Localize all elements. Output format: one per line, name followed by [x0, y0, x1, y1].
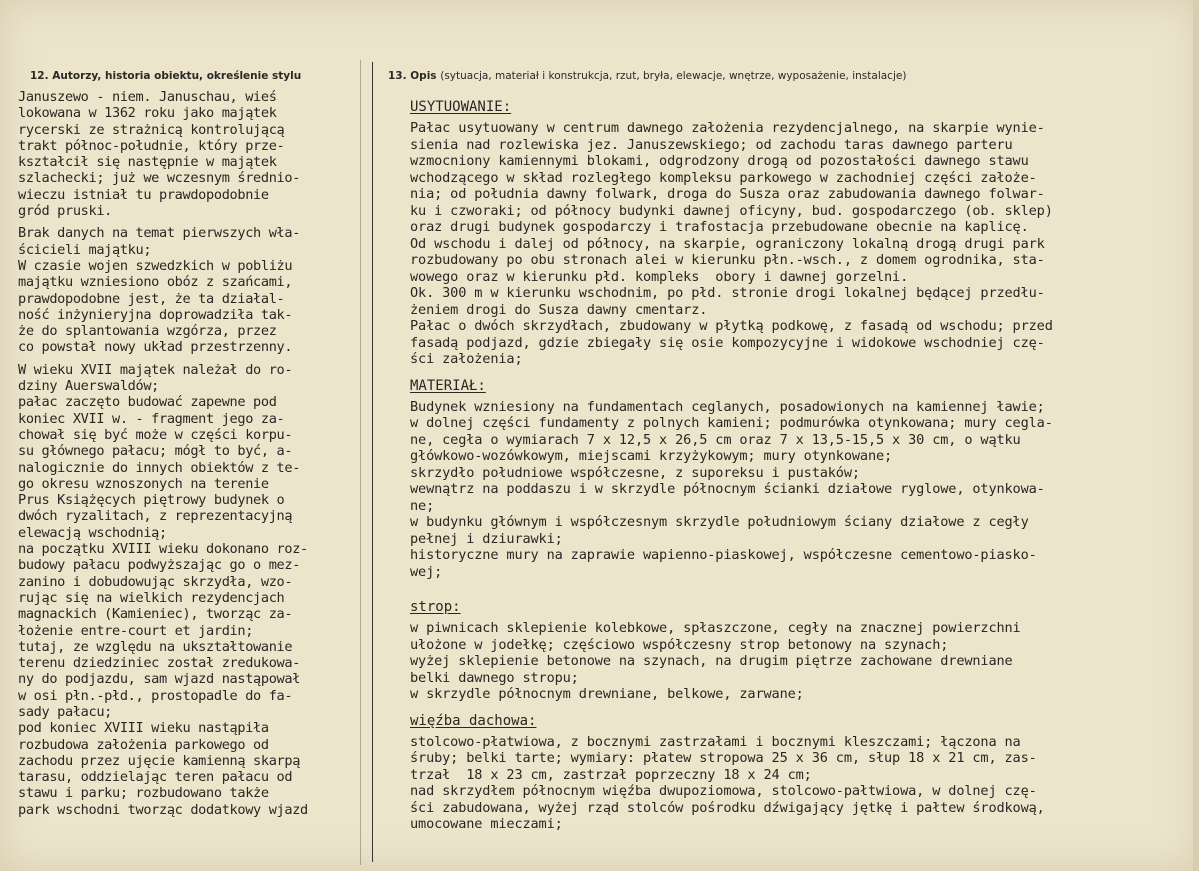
text-line: pałac zaczęto budować zapewne pod	[18, 394, 277, 411]
text-line: w piwnicach sklepienie kolebkowe, spłaszczone, cegły na znacznej powierzchni	[410, 620, 1021, 636]
text-line: historyczne mury na zaprawie wapienno-piaskowej, współczesne cementowo-piasko-	[410, 547, 1037, 563]
description-section	[410, 712, 1180, 833]
text-line: zachodu przez ujęcie kamienną skarpą	[18, 752, 301, 769]
text-line: w budynku głównym i współczesnym skrzydle południowym ściany działowe z cegły	[410, 514, 1029, 530]
text-line: Od wschodu i dalej od północy, na skarpie, ograniczony lokalną drogą drugi park	[410, 235, 1045, 252]
text-line: dwóch ryzalitach, z reprezentacyjną	[18, 508, 293, 525]
text-line: trzał 18 x 23 cm, zastrzał poprzeczny 18 x 24 cm;	[410, 766, 812, 783]
text-line: szlachecki; już we wczesnym średnio-	[18, 170, 301, 187]
text-line: stawu i parku; rozbudowano także	[18, 785, 269, 802]
text-line: ne;	[410, 497, 435, 514]
text-line: Budynek wzniesiony na fundamentach ceglanych, posadowionych na kamiennej ławie;	[410, 398, 1045, 415]
text-line: że do splantowania wzgórza, przez	[18, 323, 277, 340]
text-line: nad skrzydłem północnym więźba dwupoziomowa, stolcowo-pałtwiowa, w dolnej czę-	[410, 783, 1037, 799]
text-line: Pałac o dwóch skrzydłach, zbudowany w płytką podkowę, z fasadą od wschodu; przed	[410, 318, 1053, 334]
text-line: pod koniec XVIII wieku nastąpiła	[18, 720, 269, 737]
text-line: ku i czworaki; od północy budynki dawnej oficyny, bud. gospodarczego (ob. sklep)	[410, 202, 1053, 219]
text-line: Prus Książęcych piętrowy budynek o	[18, 492, 285, 509]
text-line: wyżej sklepienie betonowe na szynach, na drugim piętrze zachowane drewniane	[410, 653, 1013, 669]
text-line: ułożone w jodełkę; częściowo współczesny strop betonowy na szynach;	[410, 636, 949, 653]
description-column	[410, 98, 1180, 833]
text-line: oraz drugi budynek gospodarczy i trafostacja przebudowane obecnie na kaplicę.	[410, 219, 1029, 235]
text-line: ści zabudowana, wyżej rząd stolców pośrodku dźwigający jętkę i pałtew środkową,	[410, 799, 1045, 816]
text-line: majątku wzniesiono obóz z szańcami,	[18, 274, 293, 291]
section-title: MATERIAŁ:	[410, 377, 486, 394]
text-line: rozbudowa założenia parkowego od	[18, 736, 269, 753]
section-title: strop:	[410, 599, 461, 615]
text-line: skrzydło południowe współczesne, z suporeksu i pustaków;	[410, 464, 860, 481]
left-column-header	[30, 70, 301, 82]
text-line: belki dawnego stropu;	[410, 669, 579, 686]
text-line: główkowo-wozówkowym, miejscami krzyżykowym; mury otynkowane;	[410, 448, 893, 464]
text-line: nia; od południa dawny folwark, droga do Susza oraz zabudowania dawnego folwar-	[410, 186, 1045, 202]
text-line: park wschodni tworząc dodatkowy wjazd	[18, 801, 308, 818]
text-line: w osi płn.-płd., prostopadle do fa-	[18, 687, 293, 704]
text-line: żeniem drogi do Susza dawny cmentarz.	[410, 301, 708, 318]
text-line: ny do podjazdu, sam wjazd nastąpował	[18, 671, 301, 688]
text-line: ność inżynieryjna doprowadziła tak-	[18, 306, 293, 323]
text-line: Ok. 300 m w kierunku wschodnim, po płd. stronie drogi lokalnej będącej przedłu-	[410, 285, 1045, 301]
left-header-text: 12. Autorzy, historia obiektu, określenie stylu	[30, 70, 302, 82]
text-line: na początku XVIII wieku dokonano roz-	[18, 541, 308, 558]
history-column	[18, 89, 378, 818]
text-line: dziny Auerswaldów;	[18, 378, 160, 395]
text-line: lokowana w 1362 roku jako majątek	[18, 105, 277, 122]
history-paragraph	[18, 362, 378, 818]
text-line: rycerski ze strażnicą kontrolującą	[18, 121, 285, 138]
text-line: su głównego pałacu; mógł to być, a-	[18, 443, 293, 460]
text-line: sienia nad rozlewiska jez. Januszewskiego; od zachodu taras dawnego parteru	[410, 136, 1013, 153]
text-line: umocowane mieczami;	[410, 816, 563, 832]
text-line: ne, cegła o wymiarach 7 x 12,5 x 26,5 cm oraz 7 x 13,5-15,5 x 30 cm, o wątku	[410, 431, 1021, 448]
text-line: prawdopodobne jest, że ta działal-	[18, 290, 285, 307]
text-line: trakt północ-południe, który prze-	[18, 137, 285, 154]
right-column-header	[388, 70, 906, 82]
right-header-number: 13. Opis	[388, 70, 437, 82]
text-line: rozbudowany po obu stronach alei w kierunku płn.-wsch., z domem ogrodnika, sta-	[410, 252, 1045, 268]
text-line: w dolnej części fundamenty z polnych kamieni; podmurówka otynkowana; mury cegla-	[410, 415, 1053, 431]
text-line: go okresu wznoszonych na terenie	[18, 475, 269, 492]
description-section	[410, 377, 1180, 581]
text-line: Januszewo - niem. Januschau, wieś	[18, 89, 277, 105]
text-line: wewnątrz na poddaszu i w skrzydle północnym ścianki działowe ryglowe, otynkowa-	[410, 481, 1045, 497]
text-line: co powstał nowy układ przestrzenny.	[18, 339, 293, 356]
text-line: kształcił się następnie w majątek	[18, 154, 277, 171]
text-line: fasadą podjazd, gdzie zbiegały się osie kompozycyjne i widokowe wschodniej czę-	[410, 334, 1045, 351]
text-line: W czasie wojen szwedzkich w pobliżu	[18, 257, 293, 274]
text-line: ści założenia;	[410, 351, 523, 367]
description-section	[410, 598, 1180, 703]
text-line: nalogicznie do innych obiektów z te-	[18, 459, 301, 476]
history-paragraph	[18, 225, 378, 355]
text-line: gród pruski.	[18, 203, 113, 220]
text-line: wchodzącego w skład rozległego kompleksu parkowego w zachodniej części założe-	[410, 169, 1037, 186]
history-paragraph	[18, 89, 378, 219]
text-line: koniec XVII w. - fragment jego za-	[18, 410, 285, 427]
section-title: USYTUOWANIE:	[410, 99, 512, 115]
text-line: tarasu, oddzielając teren pałacu od	[18, 769, 293, 786]
sheet-edge	[1193, 0, 1199, 871]
text-line: magnackich (Kamieniec), tworząc za-	[18, 606, 293, 623]
right-header-description: (sytuacja, materiał i konstrukcja, rzut, bryła, elewacje, wnętrze, wyposażenie, instalacje)	[440, 70, 907, 82]
text-line: terenu dziedziniec został zredukowa-	[18, 655, 301, 672]
text-line: rując się na wielkich rezydencjach	[18, 589, 285, 606]
text-line: wieczu istniał tu prawdopodobnie	[18, 186, 269, 203]
text-line: stolcowo-płatwiowa, z bocznymi zastrzałami i bocznymi kleszczami; łączona na	[410, 733, 1021, 750]
text-line: tutaj, ze względu na ukształtowanie	[18, 638, 293, 655]
text-line: Brak danych na temat pierwszych wła-	[18, 225, 301, 242]
text-line: sady pałacu;	[18, 703, 113, 720]
text-line: wzmocniony kamiennymi blokami, odgrodzony drogą od pozostałości dawnego stawu	[410, 153, 1029, 169]
text-line: wowego oraz w kierunku płd. kompleks obory i dawnej gorzelni.	[410, 268, 909, 285]
text-line: ścicieli majątku;	[18, 241, 152, 258]
text-line: zanino i dobudowując skrzydła, wzo-	[18, 573, 293, 590]
text-line: śruby; belki tarte; wymiary: płatew stropowa 25 x 36 cm, słup 18 x 21 cm, zas-	[410, 750, 1037, 766]
text-line: pełnej i dziurawki;	[410, 530, 563, 547]
text-line: elewacją wschodnią;	[18, 524, 167, 541]
text-line: Pałac usytuowany w centrum dawnego założenia rezydencjalnego, na skarpie wynie-	[410, 120, 1045, 136]
description-section	[410, 98, 1180, 368]
text-line: budowy pałacu podwyższając go o mez-	[18, 557, 301, 574]
text-line: w skrzydle północnym drewniane, belkowe, zarwane;	[410, 686, 804, 702]
text-line: wej;	[410, 563, 443, 580]
text-line: łożenie entre-court et jardin;	[18, 622, 254, 639]
text-line: chował się być może w części korpu-	[18, 426, 293, 443]
section-title: więźba dachowa:	[410, 712, 537, 729]
text-line: W wieku XVII majątek należał do ro-	[18, 361, 293, 378]
